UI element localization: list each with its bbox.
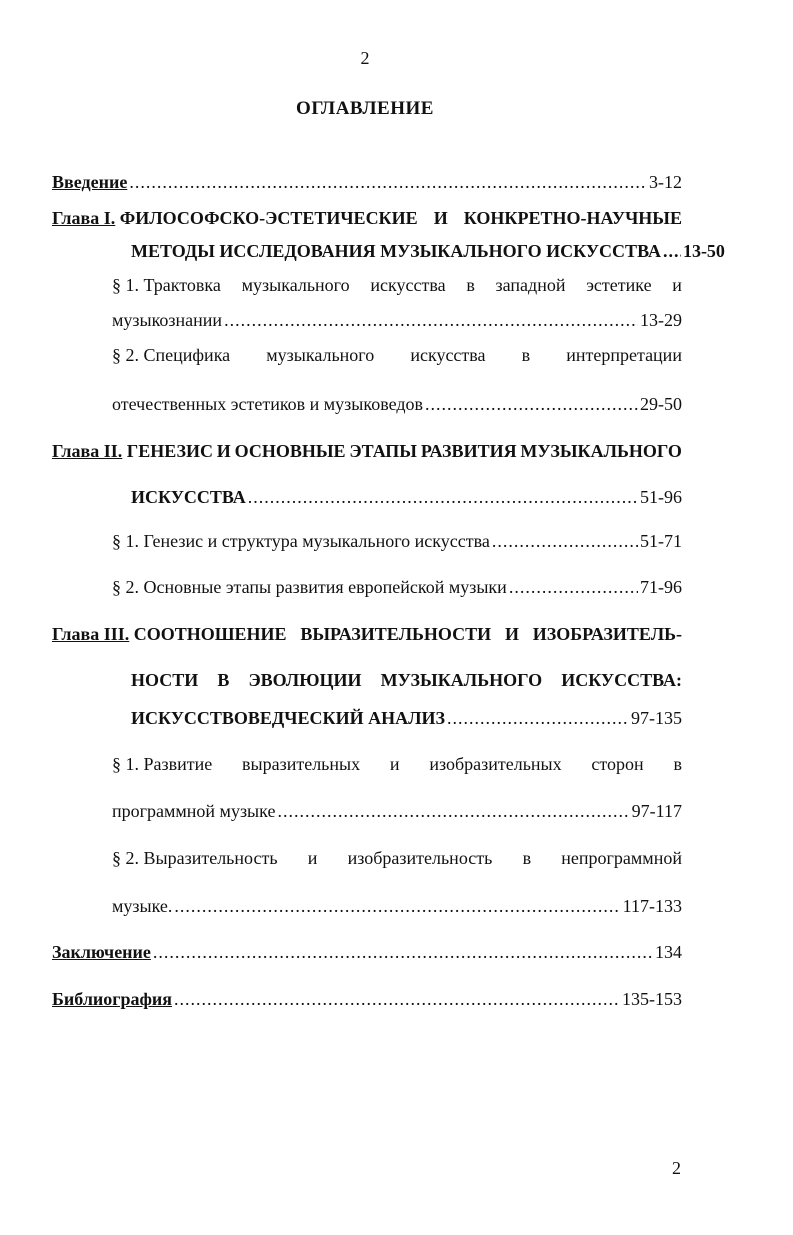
- ch3-s2-pages: 117-133: [622, 896, 682, 916]
- section-word: и: [389, 754, 400, 774]
- section-word: в: [466, 275, 475, 295]
- toc-entry-ch1-s2-line2[interactable]: [112, 394, 682, 415]
- toc-entry-bibliography[interactable]: [52, 989, 682, 1010]
- toc-title: ОГЛАВЛЕНИЕ: [296, 98, 434, 119]
- toc-entry-chapter2-line2[interactable]: [131, 487, 682, 508]
- page-number-bottom: 2: [672, 1158, 681, 1178]
- toc-entry-ch2-s1[interactable]: [112, 531, 682, 552]
- toc-entry-ch3-s1-line1[interactable]: [112, 754, 682, 775]
- chapter3-word: ИЗОБРАЗИТЕЛЬ-: [532, 624, 682, 644]
- chapter2-pages: 51-96: [640, 487, 682, 507]
- chapter2-word: ЭТАПЫ: [349, 441, 417, 461]
- toc-entry-chapter2-line1[interactable]: [52, 441, 682, 462]
- leader-dots: [663, 241, 681, 262]
- section-word: и: [307, 848, 318, 868]
- section-word: § 2. Выразительность: [112, 848, 278, 868]
- ch3-s1-line2: программной музыке: [112, 801, 276, 821]
- ch3-s1-pages: 97-117: [631, 801, 682, 821]
- leader-dots: [174, 896, 620, 917]
- toc-entry-chapter3-line2[interactable]: [131, 670, 682, 691]
- chapter3-word: СООТНОШЕНИЕ: [133, 624, 287, 644]
- chapter3-word: МУЗЫКАЛЬНОГО: [380, 670, 543, 690]
- chapter1-word: ФИЛОСОФСКО-ЭСТЕТИЧЕСКИЕ: [119, 208, 418, 228]
- section-word: искусства: [370, 275, 446, 295]
- chapter3-word: В: [217, 670, 230, 690]
- toc-entry-chapter3-line3[interactable]: [131, 708, 682, 729]
- section-word: сторон: [591, 754, 644, 774]
- ch1-s2-pages: 29-50: [640, 394, 682, 414]
- chapter2-word: ГЕНЕЗИС: [126, 441, 213, 461]
- toc-entry-chapter3-line1[interactable]: [52, 624, 682, 645]
- chapter3-word: ЭВОЛЮЦИИ: [248, 670, 362, 690]
- toc-entry-ch2-s2[interactable]: [112, 577, 682, 598]
- ch1-s2-line2: отечественных эстетиков и музыковедов: [112, 394, 424, 414]
- chapter3-title-line3: ИСКУССТВОВЕДЧЕСКИЙ АНАЛИЗ: [131, 708, 445, 728]
- chapter3-word: ВЫРАЗИТЕЛЬНОСТИ: [300, 624, 492, 644]
- chapter3-label: Глава III.: [52, 624, 130, 644]
- bibliography-label: Библиография: [52, 989, 173, 1009]
- leader-dots: [509, 577, 638, 598]
- section-word: изобразительность: [347, 848, 493, 868]
- section-word: интерпретации: [566, 345, 682, 365]
- intro-pages: 3-12: [649, 172, 682, 192]
- ch1-s1-pages: 13-29: [640, 310, 682, 330]
- chapter2-word: МУЗЫКАЛЬНОГО: [520, 441, 682, 461]
- section-word: в: [521, 345, 531, 365]
- chapter2-first-word: [52, 441, 213, 462]
- toc-entry-intro[interactable]: [52, 172, 682, 193]
- ch3-s2-line2: музыке.: [112, 896, 173, 916]
- toc-entry-ch1-s2-line1[interactable]: [112, 345, 682, 366]
- toc-entry-ch1-s1-line1[interactable]: [112, 275, 682, 296]
- conclusion-label: Заключение: [52, 942, 151, 962]
- chapter3-word: ИСКУССТВА:: [561, 670, 682, 690]
- toc-entry-ch3-s2-line1[interactable]: [112, 848, 682, 869]
- section-word: § 2. Специфика: [112, 345, 231, 365]
- chapter1-label: Глава I.: [52, 208, 116, 228]
- toc-entry-ch3-s1-line2[interactable]: [112, 801, 682, 822]
- toc-entry-ch3-s2-line2[interactable]: [112, 896, 682, 917]
- ch2-s2-pages: 71-96: [640, 577, 682, 597]
- leader-dots: [277, 801, 629, 822]
- chapter2-label: Глава II.: [52, 441, 123, 461]
- section-word: выразительных: [242, 754, 361, 774]
- section-word: музыкального: [266, 345, 375, 365]
- ch2-s1-pages: 51-71: [640, 531, 682, 551]
- leader-dots: [174, 989, 620, 1010]
- leader-dots: [224, 310, 638, 331]
- chapter1-pages: 13-50: [682, 241, 725, 261]
- ch1-s1-line2: музыкознании: [112, 310, 223, 330]
- bibliography-pages: 135-153: [622, 989, 682, 1009]
- toc-entry-ch1-s1-line2[interactable]: [112, 310, 682, 331]
- section-word: непрограммной: [561, 848, 682, 868]
- leader-dots: [447, 708, 629, 729]
- toc-entry-chapter1-line2[interactable]: [131, 241, 725, 262]
- page-number-top: 2: [360, 48, 370, 68]
- chapter3-pages: 97-135: [631, 708, 682, 728]
- chapter2-word: И: [216, 441, 231, 461]
- leader-dots: [153, 942, 653, 963]
- chapter1-title-line2: МЕТОДЫ ИССЛЕДОВАНИЯ МУЗЫКАЛЬНОГО ИСКУССТВА: [131, 241, 661, 261]
- toc-entry-chapter1-line1[interactable]: [52, 208, 682, 229]
- leader-dots: [129, 172, 647, 193]
- chapter3-word: НОСТИ: [131, 670, 199, 690]
- ch2-s1-text: § 1. Генезис и структура музыкального искусства: [112, 531, 490, 551]
- section-word: искусства: [410, 345, 486, 365]
- leader-dots: [248, 487, 638, 508]
- chapter2-word: РАЗВИТИЯ: [420, 441, 517, 461]
- chapter1-word: КОНКРЕТНО-НАУЧНЫЕ: [463, 208, 682, 228]
- chapter1-first-word: [52, 208, 418, 229]
- ch2-s2-text: § 2. Основные этапы развития европейской музыки: [112, 577, 507, 597]
- toc-entry-conclusion[interactable]: [52, 942, 682, 963]
- section-word: эстетике: [586, 275, 652, 295]
- chapter2-title-line2: ИСКУССТВА: [131, 487, 246, 507]
- chapter3-first-word: [52, 624, 287, 645]
- section-word: и: [672, 275, 682, 295]
- section-word: западной: [495, 275, 566, 295]
- section-word: § 1. Трактовка: [112, 275, 221, 295]
- section-word: § 1. Развитие: [112, 754, 213, 774]
- section-word: в: [673, 754, 682, 774]
- chapter3-word: И: [504, 624, 519, 644]
- section-word: в: [522, 848, 532, 868]
- chapter2-word: ОСНОВНЫЕ: [234, 441, 346, 461]
- chapter1-word: И: [433, 208, 448, 228]
- conclusion-pages: 134: [655, 942, 682, 962]
- leader-dots: [492, 531, 638, 552]
- leader-dots: [425, 394, 638, 415]
- section-word: музыкального: [241, 275, 350, 295]
- intro-label: Введение: [52, 172, 128, 192]
- section-word: изобразительных: [429, 754, 562, 774]
